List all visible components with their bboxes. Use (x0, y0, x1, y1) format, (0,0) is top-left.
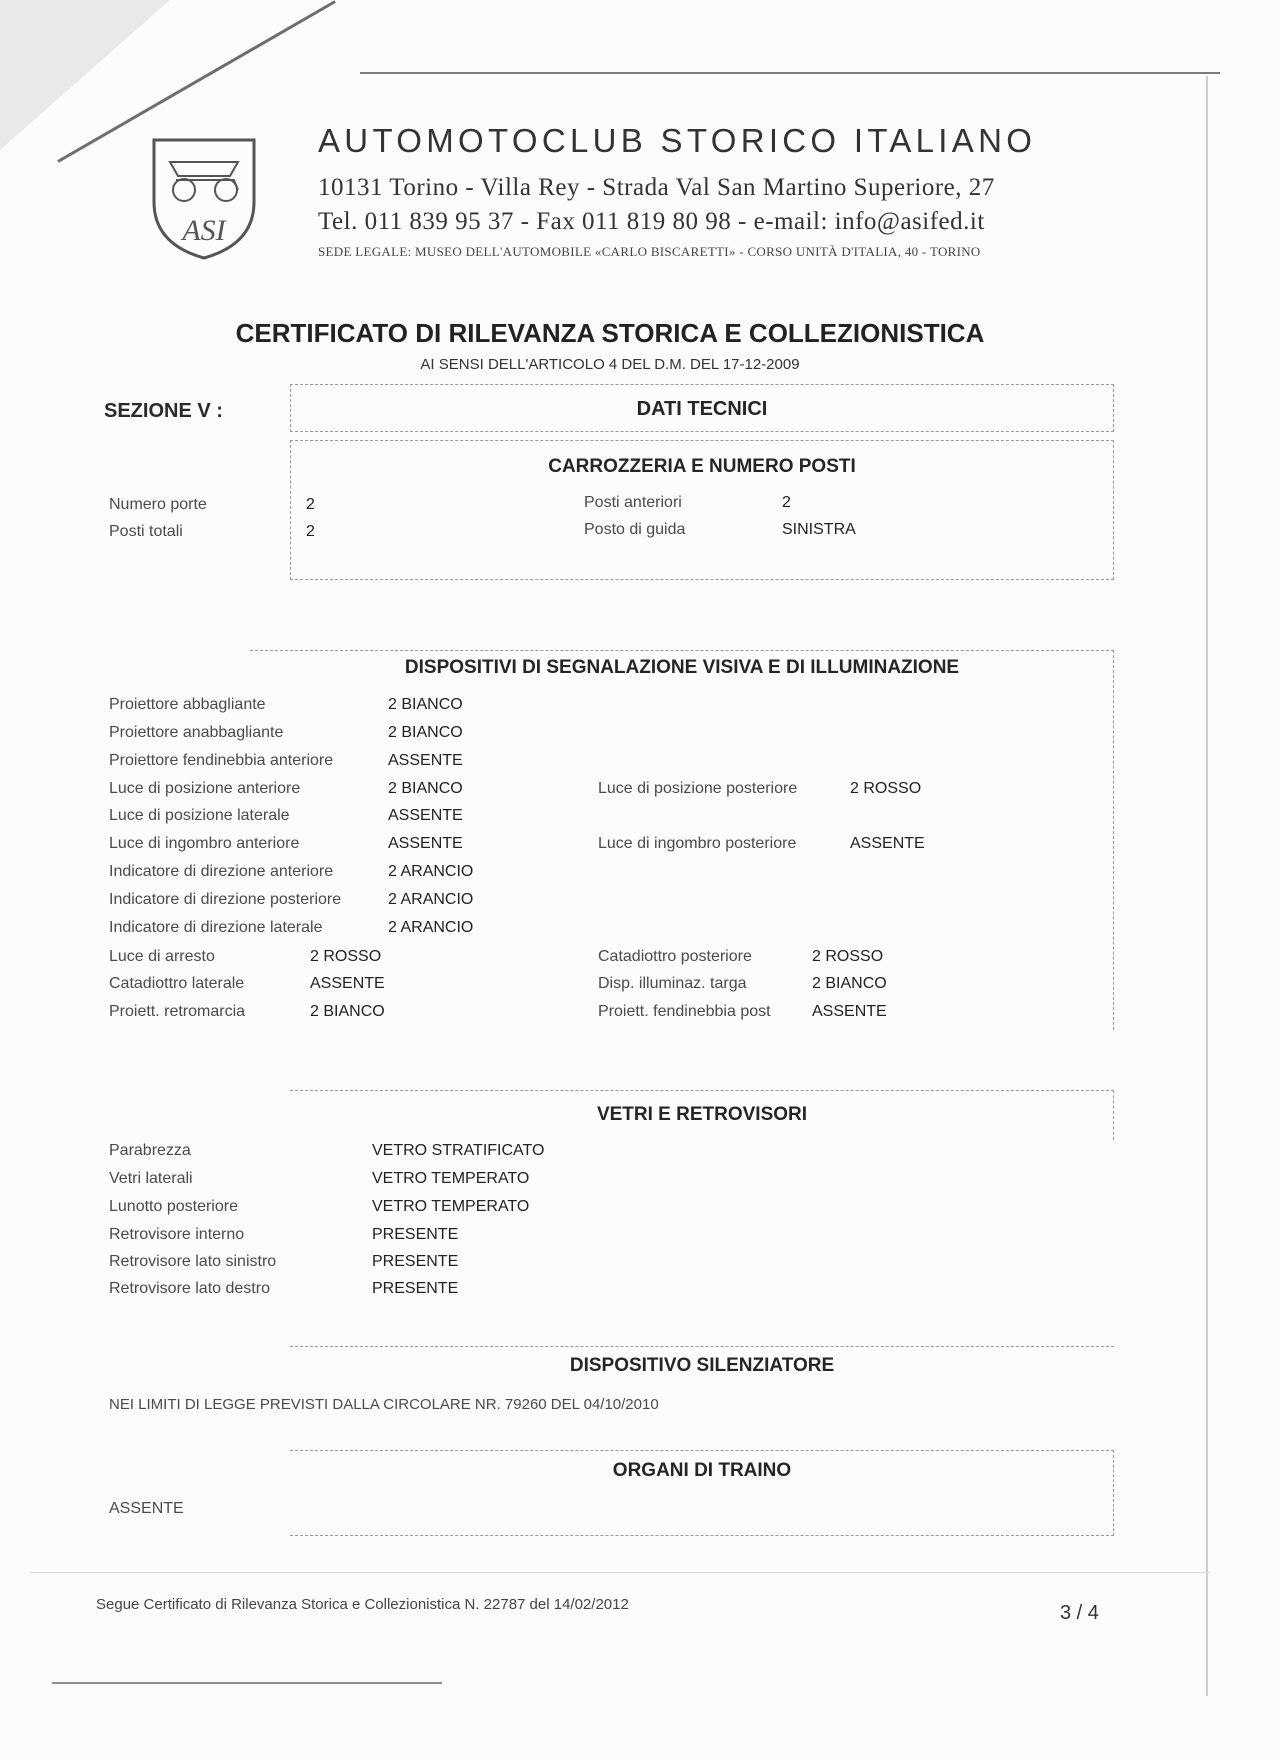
vetri-label: Lunotto posteriore (109, 1198, 238, 1215)
organization-name: AUTOMOTOCLUB STORICO ITALIANO (318, 122, 1037, 159)
dispositivi-value: 2 BIANCO (812, 975, 887, 992)
vetri-value: VETRO TEMPERATO (372, 1198, 530, 1215)
dispositivi-value: 2 ROSSO (812, 948, 884, 965)
dispositivi-value: ASSENTE (388, 752, 463, 769)
legal-seat: SEDE LEGALE: MUSEO DELL'AUTOMOBILE «CARLO BISCARETTI» - CORSO UNITÀ D'ITALIA, 40 - TORINO (318, 244, 981, 259)
document-page: ASI AUTOMOTOCLUB STORICO ITALIANO 10131 Torino - Villa Rey - Strada Val San Martino Superiore, 27 Tel. 011 839 95 37 - Fax 011 819 80 98 - e-mail: info@asifed.it SEDE LEGALE: MUSEO DELL'AUTOMOBILE «CARLO BISCARETTI» - CORSO UNITÀ D'ITALIA, 40 - TORINO CERTIFICATO DI RILEVANZA STORICA E COLLEZIONISTICA AI SENSI DELL'ARTICOLO 4 DEL D.M. DEL 17-12-2009 SEZIONE V : DATI TECNICI CARROZZERIA E NUMERO POSTI Numero porte 2 Posti anteriori 2 Posti totali 2 Posto di guida SINISTRA DISPOSITIVI DI SEGNALAZIONE VISIVA E DI ILLUMINAZIONE Proiettore abbagliante 2 BIANCO Proiettore anabbagliante 2 BIANCO Proiettore fendinebbia anteriore ASSENTE Luce di posizione anteriore 2 BIANCO Luce di posizione laterale ASSENTE Luce di ingombro anteriore ASSENTE Indicatore di direzione anteriore 2 ARANCIO Indicatore di direzione posteriore 2 ARANCIO Indicatore di direzione laterale 2 ARANCIO Luce di posizione posteriore 2 ROSSO Luce di ingombro posteriore ASSENTE Luce di arresto 2 ROSSO Catadiottro laterale ASSENTE Proiett. retromarcia 2 BIANCO Catadiottro posteriore 2 ROSSO Disp. illuminaz. targa 2 BIANCO Proiett. fendinebbia post ASSENTE VETRI E RETROVISORI Parabrezza VETRO STRATIFICATO Vetri laterali VETRO TEMPERATO Lunotto posteriore VETRO TEMPERATO Retrovisore interno PRESENTE Retrovisore lato sinistro PRESENTE Retrovisore lato destro PRESENTE DISPOSITIVO SILENZIATORE NEI LIMITI DI LEGGE PREVISTI DALLA CIRCOLARE NR. 79260 DEL 04/10/2010 ORGANI DI TRAINO ASSENTE Segue Certificato di Rilevanza Storica e Collezionistica N. 22787 del 14/02/2012 3 / 4 (0, 0, 1280, 1760)
vetri-label: Parabrezza (109, 1142, 191, 1159)
dispositivi-label: Luce di arresto (109, 948, 215, 965)
vetri-value: VETRO STRATIFICATO (372, 1142, 545, 1159)
dispositivi-label: Luce di ingombro anteriore (109, 835, 300, 852)
dispositivi-label: Luce di posizione anteriore (109, 780, 301, 797)
asi-logo-icon (146, 132, 262, 262)
dispositivi-label: Luce di posizione posteriore (598, 780, 798, 797)
dispositivi-value: 2 ARANCIO (388, 919, 474, 936)
top-border-line (360, 72, 1220, 74)
traino-heading: ORGANI DI TRAINO (612, 1460, 792, 1481)
vetri-label: Vetri laterali (109, 1170, 193, 1187)
dispositivi-label: Proiettore fendinebbia anteriore (109, 752, 334, 769)
vetri-label: Retrovisore interno (109, 1226, 245, 1243)
dispositivi-value: 2 BIANCO (310, 1003, 385, 1020)
dispositivi-value: 2 ARANCIO (388, 863, 474, 880)
traino-text: ASSENTE (109, 1500, 184, 1517)
dispositivi-label: Luce di ingombro posteriore (598, 835, 797, 852)
dispositivi-value: ASSENTE (388, 835, 463, 852)
dispositivi-label: Proiettore anabbagliante (109, 724, 284, 741)
dispositivi-label: Disp. illuminaz. targa (598, 975, 747, 992)
vetri-value: PRESENTE (372, 1226, 459, 1243)
vetri-value: PRESENTE (372, 1280, 459, 1297)
dispositivi-label: Indicatore di direzione laterale (109, 919, 323, 936)
dispositivi-value: 2 ARANCIO (388, 891, 474, 908)
vetri-value: VETRO TEMPERATO (372, 1170, 530, 1187)
certificate-subtitle: AI SENSI DELL'ARTICOLO 4 DEL D.M. DEL 17-12-2009 (420, 356, 800, 373)
dispositivi-label: Proiettore abbagliante (109, 696, 266, 713)
footer-reference: Segue Certificato di Rilevanza Storica e Collezionistica N. 22787 del 14/02/2012 (96, 1596, 629, 1613)
vetri-heading: VETRI E RETROVISORI (596, 1104, 808, 1125)
certificate-title: CERTIFICATO DI RILEVANZA STORICA E COLLEZIONISTICA (235, 318, 985, 348)
silenziatore-heading: DISPOSITIVO SILENZIATORE (569, 1355, 835, 1376)
right-border-line (1206, 76, 1208, 1696)
dispositivi-label: Catadiottro laterale (109, 975, 245, 992)
dispositivi-value: 2 BIANCO (388, 696, 463, 713)
section-heading: DATI TECNICI (636, 398, 768, 420)
dispositivi-value: ASSENTE (388, 807, 463, 824)
organization-address: 10131 Torino - Villa Rey - Strada Val San Martino Superiore, 27 (318, 174, 995, 201)
dispositivi-value: ASSENTE (812, 1003, 887, 1020)
dispositivi-label: Indicatore di direzione posteriore (109, 891, 342, 908)
vetri-label: Retrovisore lato destro (109, 1280, 270, 1297)
dispositivi-heading: DISPOSITIVI DI SEGNALAZIONE VISIVA E DI ILLUMINAZIONE (404, 657, 960, 678)
dispositivi-value: 2 BIANCO (388, 724, 463, 741)
dispositivi-value: 2 ROSSO (310, 948, 382, 965)
vetri-label: Retrovisore lato sinistro (109, 1253, 277, 1270)
silenziatore-text: NEI LIMITI DI LEGGE PREVISTI DALLA CIRCOLARE NR. 79260 DEL 04/10/2010 (109, 1396, 659, 1413)
dispositivi-value: 2 ROSSO (850, 780, 922, 797)
page-number: 3 / 4 (1060, 1602, 1099, 1624)
carrozzeria-heading: CARROZZERIA E NUMERO POSTI (548, 456, 856, 477)
organization-contacts: Tel. 011 839 95 37 - Fax 011 819 80 98 - e-mail: info@asifed.it (318, 208, 985, 235)
dispositivi-value: ASSENTE (850, 835, 925, 852)
dispositivi-label: Proiett. retromarcia (109, 1003, 246, 1020)
dispositivi-label: Proiett. fendinebbia post (598, 1003, 771, 1020)
dispositivi-value: ASSENTE (310, 975, 385, 992)
folded-corner (0, 0, 170, 150)
section-label: SEZIONE V : (104, 400, 223, 422)
dispositivi-value: 2 BIANCO (388, 780, 463, 797)
footer-separator (30, 1572, 1210, 1573)
dispositivi-label: Indicatore di direzione anteriore (109, 863, 334, 880)
dispositivi-label: Luce di posizione laterale (109, 807, 290, 824)
dispositivi-label: Catadiottro posteriore (598, 948, 752, 965)
svg-text:ASI: ASI (182, 214, 226, 247)
bottom-edge-line (52, 1682, 442, 1684)
vetri-value: PRESENTE (372, 1253, 459, 1270)
